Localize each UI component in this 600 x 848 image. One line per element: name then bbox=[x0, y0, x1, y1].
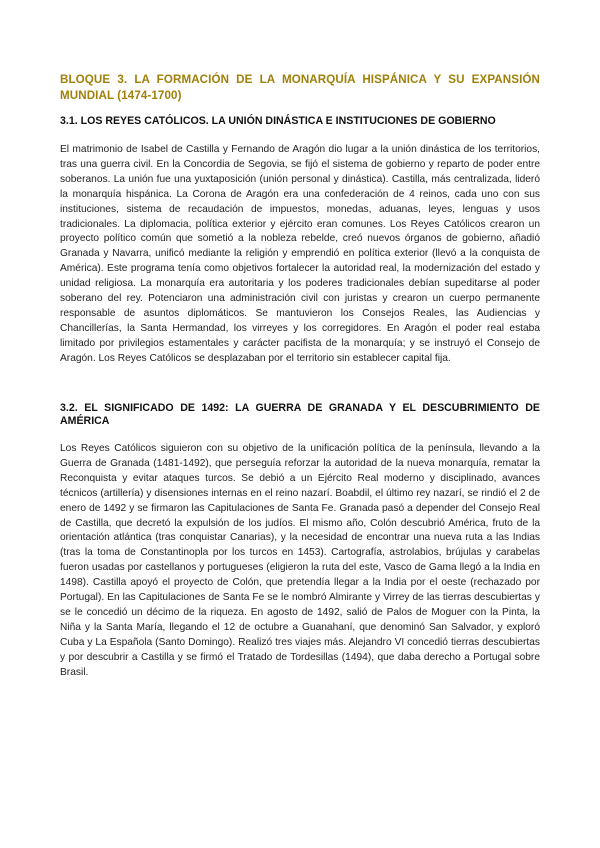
section-2-heading: 3.2. EL SIGNIFICADO DE 1492: LA GUERRA DE GRANADA Y EL DESCUBRIMIENTO DE AMÉRICA bbox=[60, 402, 540, 427]
page-title: BLOQUE 3. LA FORMACIÓN DE LA MONARQUÍA HISPÁNICA Y SU EXPANSIÓN MUNDIAL (1474-1700) bbox=[60, 73, 540, 102]
section-1-heading: 3.1. LOS REYES CATÓLICOS. LA UNIÓN DINÁSTICA E INSTITUCIONES DE GOBIERNO bbox=[60, 115, 496, 127]
section-1-paragraph: El matrimonio de Isabel de Castilla y Fernando de Aragón dio lugar a la unión dinástica de los territorios, tras una guerra civil. En la Concordia de Segovia, se fijó el sistema de gobierno y reparto de poder entre soberanos. La unión fue una yuxtaposición (unión personal y dinástica). Castilla, más centralizada, lideró la monarquía hispánica. La Corona de Aragón era una confederación de 4 reinos, cada uno con sus instituciones, sistema de recaudación de impuestos, monedas, aduanas, leyes, lenguas y usos tradicionales. La diplomacia, política exterior y ejército eran comunes. Los Reyes Católicos crearon un proyecto político común que sometió a la nobleza rebelde, creó nuevos órganos de gobierno, añadió Granada y Navarra, unificó mediante la religión y emprendió en política exterior (llevó a la conquista de América). Este programa tenía como objetivos fortalecer la autoridad real, la modernización del estado y unidad religiosa. La monarquía era autoritaria y los poderes tradicionales debían supeditarse al poder soberano del rey. Potenciaron una administración civil con juristas y crearon un cuerpo permanente responsable de asuntos diplomáticos. Se mantuvieron los Consejos Reales, las Audiencias y Chancillerías, la Santa Hermandad, los virreyes y los corregidores. En Aragón el poder real estaba limitado por privilegios estamentales y carácter pacifista de la monarquía; y se instruyó el Consejo de Aragón. Los Reyes Católicos se desplazaban por el territorio sin establecer capital fija. bbox=[60, 144, 540, 364]
section-2-paragraph: Los Reyes Católicos siguieron con su objetivo de la unificación política de la península, llevando a la Guerra de Granada (1481-1492), que perseguía reforzar la autoridad de la nueva monarquía, rematar la Reconquista y evitar ataques turcos. Se debió a un Ejército Real moderno y disciplinado, avances técnicos (artillería) y disensiones internas en el reino nazarí. Boabdil, el último rey nazarí, se rindió el 2 de enero de 1492 y se firmaron las Capitulaciones de Santa Fe. Granada pasó a depender del Consejo Real de Castilla, que decretó la expulsión de los judíos. El mismo año, Colón descubrió América, fruto de la orientación atlántica (tras conquistar Canarias), y la necesidad de encontrar una nueva ruta a las Indias (tras la toma de Constantinopla por los turcos en 1453). Cartografía, astrolabios, brújulas y carabelas fueron usadas por castellanos y portugueses (eligieron la ruta del este, Vasco de Gama llegó a la India en 1498). Castilla apoyó el proyecto de Colón, que pretendía llegar a la India por el oeste (rechazado por Portugal). En las Capitulaciones de Santa Fe se le nombró Almirante y Virrey de las tierras descubiertas y se le concedió un décimo de la riqueza. En agosto de 1492, salió de Palos de Moguer con la Pinta, la Niña y la Santa María, llegando el 12 de octubre a Guanahaní, que denominó San Salvador, y exploró Cuba y La Española (Santo Domingo). Realizó tres viajes más. Alejandro VI concedió tierras descubiertas y por descubrir a Castilla y se firmó el Tratado de Tordesillas (1494), que daba derecho a Portugal sobre Brasil. bbox=[60, 443, 540, 678]
